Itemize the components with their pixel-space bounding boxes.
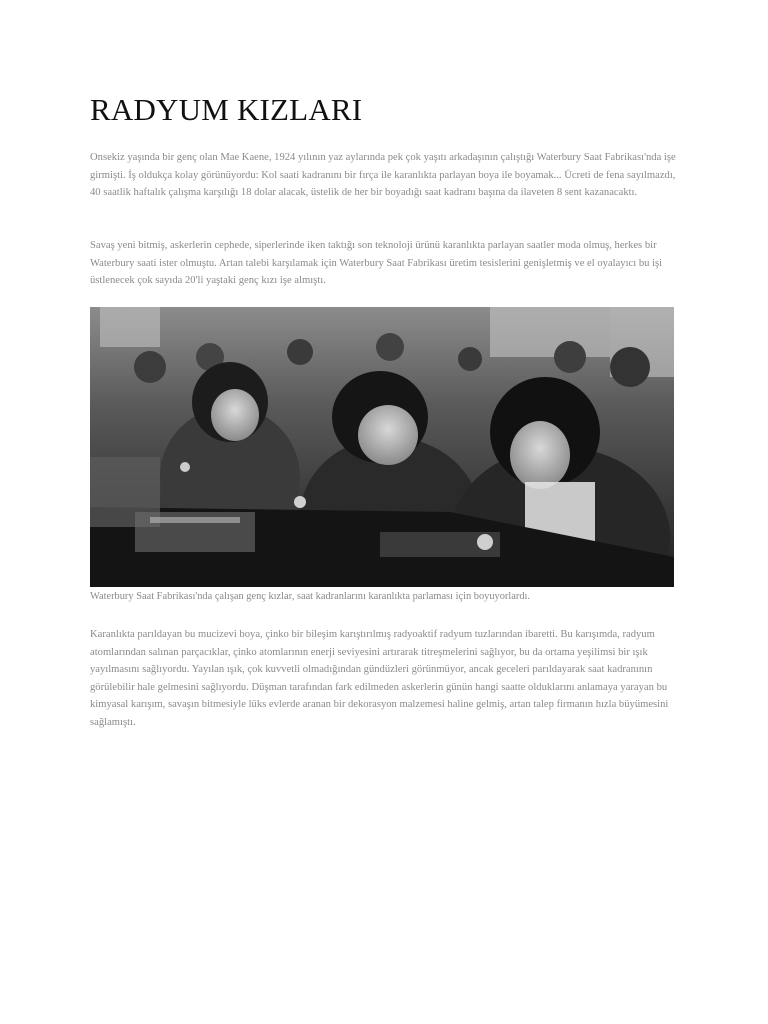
factory-workers-photo (90, 307, 674, 587)
figure-caption: Waterbury Saat Fabrikası'nda çalışan genç kızlar, saat kadranlarını karanlıkta parlaması için boyuyorlardı. (90, 591, 531, 602)
paragraph-1: Onsekiz yaşında bir genç olan Mae Kaene, 1924 yılının yaz aylarında pek çok yaşıtı arkadaşının çalıştığı Waterbury Saat Fabrikası'nda işe girmişti. İş oldukça kolay görünüyordu: Kol saati kadranını bir fırça ile karanlıkta parlayan boya ile boyamak... Ücreti de fena sayılmazdı, 40 saatlik haftalık çalışma karşılığı 18 dolar alacak, üstelik de her bir boyadığı saat kadranı başına da ilaveten 8 sent kazanacaktı. (90, 152, 676, 199)
paragraph-3: Karanlıkta parıldayan bu mucizevi boya, çinko bir bileşim karıştırılmış radyoaktif radyum tuzlarından ibaretti. Bu karışımda, radyum atomlarından salınan parçacıklar, çinko atomlarının enerji seviyesini artırarak titreşmelerini sağlıyor, bu da ortama yeşilimsi bir ışık yayılmasını sağlıyordu. Yayılan ışık, çok kuvvetli olmadığından gündüzleri görünmüyor, ancak geceleri parıldayarak saat kadranının görülebilir hale gelmesini sağlıyordu. Düşman tarafından fark edilmeden askerlerin günün hangi saatte olduklarını anlamaya yarayan bu kimyasal karışım, savaşın bitmesiyle lüks evlerde aranan bir dekorasyon malzemesi haline gelmiş, artan talep firmanın hızla büyümesini sağlamıştı. (90, 629, 669, 728)
article-title: RADYUM KIZLARI (90, 92, 363, 127)
paragraph-2: Savaş yeni bitmiş, askerlerin cephede, siperlerinde iken taktığı son teknoloji ürünü karanlıkta parlayan saatler moda olmuş, herkes bir Waterbury saati ister olmuştu. Artan talebi karşılamak için Waterbury Saat Fabrikası üretim tesislerini genişletmiş ve el oyalayıcı bu işi üstlenecek çok sayıda 20'li yaştaki genç kızı işe almıştı. (90, 240, 663, 287)
photo-illustration (90, 307, 674, 587)
